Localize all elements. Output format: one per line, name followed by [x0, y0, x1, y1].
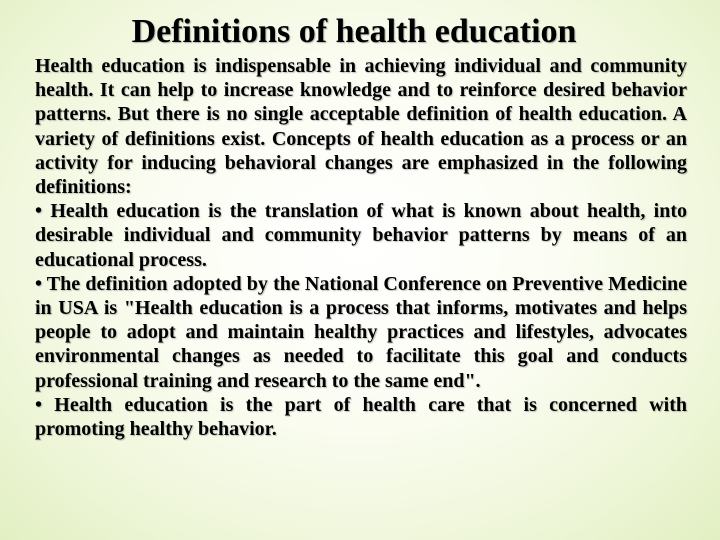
slide-title: Definitions of health education: [131, 13, 577, 50]
bullet-item: • The definition adopted by the National Conference on Preventive Medicine in USA is "Health education is a process that informs, motivates and helps people to adopt and maintain healthy practices and lifestyles, advocates environmental changes as needed to facilitate this goal and conducts professional training and research to the same end".: [35, 272, 687, 392]
bullet-item: • Health education is the part of health care that is concerned with promoting healthy behavior.: [35, 393, 687, 441]
slide-body: [35, 54, 687, 441]
bullet-item: • Health education is the translation of what is known about health, into desirable individual and community behavior patterns by means of an educational process.: [35, 200, 687, 271]
intro-paragraph: Health education is indispensable in achieving individual and community health. It can help to increase knowledge and to reinforce desired behavior patterns. But there is no single acceptable definition of health education. A variety of definitions exist. Concepts of health education as a process or an activity for inducing behavioral changes are emphasized in the following definitions:: [35, 55, 687, 199]
